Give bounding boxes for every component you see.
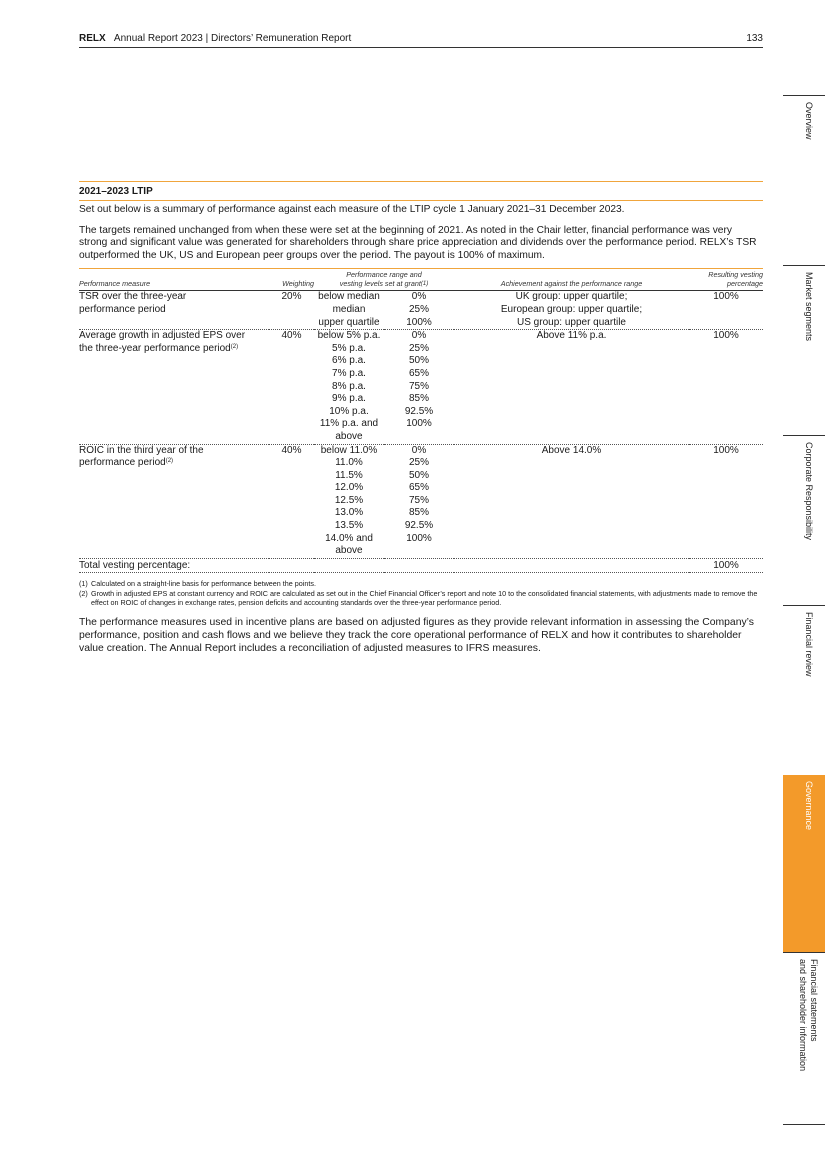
range-vesting: 25% [408, 303, 429, 315]
footnote-text: Growth in adjusted EPS at constant currency and ROIC are calculated as set out in the Chief Financial Officer’s report and note 10 to the consolidated financial statements, with adjustments made to remove the effect on ROIC of changes in exchange rates, pension deficits and accounting standards over the three-year performance period. [91, 588, 758, 608]
cell-achievement [454, 330, 689, 444]
header-range-line2: vesting levels set at grant [339, 278, 421, 288]
table-row [79, 330, 763, 444]
section-title: 2021–2023 LTIP [79, 182, 763, 201]
range-vesting: 50% [408, 469, 429, 481]
range-vesting: 0% [411, 444, 427, 456]
cell-weighting: 40% [269, 330, 314, 444]
range-level: 9% p.a. [332, 393, 366, 405]
range-vesting: 92.5% [404, 520, 434, 532]
footnote-item [79, 579, 763, 589]
cell-weighting: 40% [269, 444, 314, 558]
footnote-ref: (2) [165, 458, 174, 465]
footnote-text: Calculated on a straight-line basis for performance between the points. [91, 579, 316, 589]
main-content [79, 181, 763, 655]
range-level: 14.0% and above [325, 532, 373, 557]
header-weighting: Weighting [269, 269, 314, 291]
side-tab-0[interactable] [783, 95, 825, 265]
table-row [79, 291, 763, 330]
range-level: 13.5% [334, 520, 364, 532]
range-level: 7% p.a. [332, 367, 366, 379]
measure-line: performance period [79, 457, 166, 469]
cell-range-levels [314, 330, 384, 444]
achievement-line: US group: upper quartile [517, 316, 626, 328]
range-level: below 5% p.a. [317, 330, 381, 342]
achievement-line: Above 11% p.a. [536, 330, 607, 342]
header-performance-range [314, 269, 454, 291]
header-divider [79, 47, 763, 48]
range-vesting: 85% [408, 507, 429, 519]
side-tab-3[interactable] [783, 605, 825, 775]
header-result-line1: Resulting vesting [708, 270, 763, 280]
cell-achievement [454, 444, 689, 558]
header-left [79, 32, 351, 45]
range-vesting: 0% [411, 330, 427, 342]
cell-range-vesting [384, 444, 454, 558]
ltip-performance-table [79, 268, 763, 573]
range-vesting: 25% [408, 342, 429, 354]
range-vesting: 50% [408, 355, 429, 367]
side-tab-label: Governance [804, 781, 814, 831]
measure-line: the three-year performance period [79, 342, 231, 354]
side-tab-label: Market segments [804, 272, 814, 342]
achievement-line: UK group: upper quartile; [515, 291, 628, 303]
range-level: 11.5% [335, 469, 363, 481]
range-vesting: 65% [408, 367, 429, 379]
cell-weighting: 20% [269, 291, 314, 330]
range-level: 12.5% [334, 494, 364, 506]
intro-paragraph: Set out below is a summary of performance against each measure of the LTIP cycle 1 January 2021–31 December 2023. [79, 204, 625, 215]
footnote-item [79, 589, 763, 608]
measure-line: TSR over the three-year [79, 291, 187, 303]
total-value: 100% [689, 558, 763, 573]
range-level: 5% p.a. [332, 342, 366, 354]
header-range-line1: Performance range and [346, 270, 422, 280]
range-level: 11.0% [335, 457, 363, 469]
table-row [79, 444, 763, 558]
range-vesting: 85% [408, 393, 429, 405]
cell-range-vesting [384, 330, 454, 444]
range-level: 10% p.a. [329, 405, 369, 417]
footnotes [79, 579, 763, 608]
range-vesting: 92.5% [404, 405, 434, 417]
cell-range-vesting [384, 291, 454, 330]
range-vesting: 65% [408, 482, 429, 494]
range-level: below median [318, 291, 380, 303]
side-tab-label: Financial review [804, 612, 814, 677]
side-tab-4[interactable] [783, 775, 825, 952]
header-result-line2: percentage [727, 278, 763, 288]
table-body [79, 291, 763, 573]
cell-result: 100% [689, 330, 763, 444]
cell-result: 100% [689, 291, 763, 330]
side-tab-label: Overview [804, 102, 814, 140]
measure-line-wrap [79, 457, 269, 470]
measure-line: Average growth in adjusted EPS over [79, 330, 246, 342]
cell-achievement [454, 291, 689, 330]
range-level: 13.0% [334, 507, 364, 519]
header-performance-measure: Performance measure [79, 269, 269, 291]
range-level: 11% p.a. and above [319, 418, 379, 442]
range-vesting: 75% [408, 494, 429, 506]
side-tab-label: Financial statements and shareholder information [798, 959, 819, 1072]
footnote-ref: (2) [230, 343, 239, 350]
side-tab-2[interactable] [783, 435, 825, 605]
side-tabs-bottom-rule [783, 1124, 825, 1125]
side-tab-1[interactable] [783, 265, 825, 435]
footnote-number: (2) [79, 588, 88, 598]
cell-range-levels [314, 444, 384, 558]
range-vesting: 100% [406, 316, 432, 328]
cell-measure [79, 330, 269, 444]
cell-measure [79, 444, 269, 558]
range-level: below 11.0% [320, 444, 378, 456]
table-header-row [79, 269, 763, 291]
body-paragraph: The targets remained unchanged from when these were set at the beginning of 2021. As noted in the Chair letter, financial performance was very strong and significant value was generated for shareholders through share price appreciation and dividends over the performance period. RELX’s TSR outperformed the UK, US and European peer groups over the period. The payout is 100% of maximum. [79, 224, 757, 261]
measure-line: ROIC in the third year of the [79, 444, 204, 456]
range-vesting: 25% [408, 457, 429, 469]
achievement-line: European group: upper quartile; [500, 303, 643, 315]
range-vesting: 100% [406, 418, 432, 430]
page-header [79, 32, 763, 45]
range-vesting: 75% [408, 380, 429, 392]
footnote-number: (1) [79, 579, 88, 589]
side-tab-label: Corporate Responsibility [804, 442, 814, 541]
measure-line: performance period [79, 303, 166, 315]
report-title: Annual Report 2023 | Directors’ Remuneration Report [113, 33, 352, 44]
total-label: Total vesting percentage: [79, 558, 689, 573]
header-achievement: Achievement against the performance range [454, 269, 689, 291]
brand-logo-text: RELX [79, 33, 106, 44]
total-row [79, 558, 763, 573]
range-vesting: 0% [411, 291, 427, 303]
achievement-line: Above 14.0% [541, 444, 602, 456]
section-navigation-tabs [783, 0, 825, 1168]
range-level: 6% p.a. [332, 355, 366, 367]
range-level: upper quartile [318, 316, 380, 328]
closing-paragraph: The performance measures used in incentive plans are based on adjusted figures as they provide relevant information in assessing the Company’s performance, position and cash flows and we believe they track the core operational performance of RELX and how it contributes to shareholder value creation. The Annual Report includes a reconciliation of adjusted measures to IFRS measures. [79, 616, 755, 654]
measure-line-wrap [79, 343, 269, 356]
header-range-footnote-ref: (1) [420, 280, 429, 287]
side-tab-5[interactable] [783, 952, 825, 1124]
header-resulting-vesting [689, 269, 763, 291]
cell-measure [79, 291, 269, 330]
cell-result: 100% [689, 444, 763, 558]
range-level: median [332, 303, 366, 315]
range-level: 12.0% [334, 482, 364, 494]
range-level: 8% p.a. [332, 380, 366, 392]
page-number: 133 [746, 33, 763, 44]
cell-range-levels [314, 291, 384, 330]
range-vesting: 100% [406, 532, 432, 544]
